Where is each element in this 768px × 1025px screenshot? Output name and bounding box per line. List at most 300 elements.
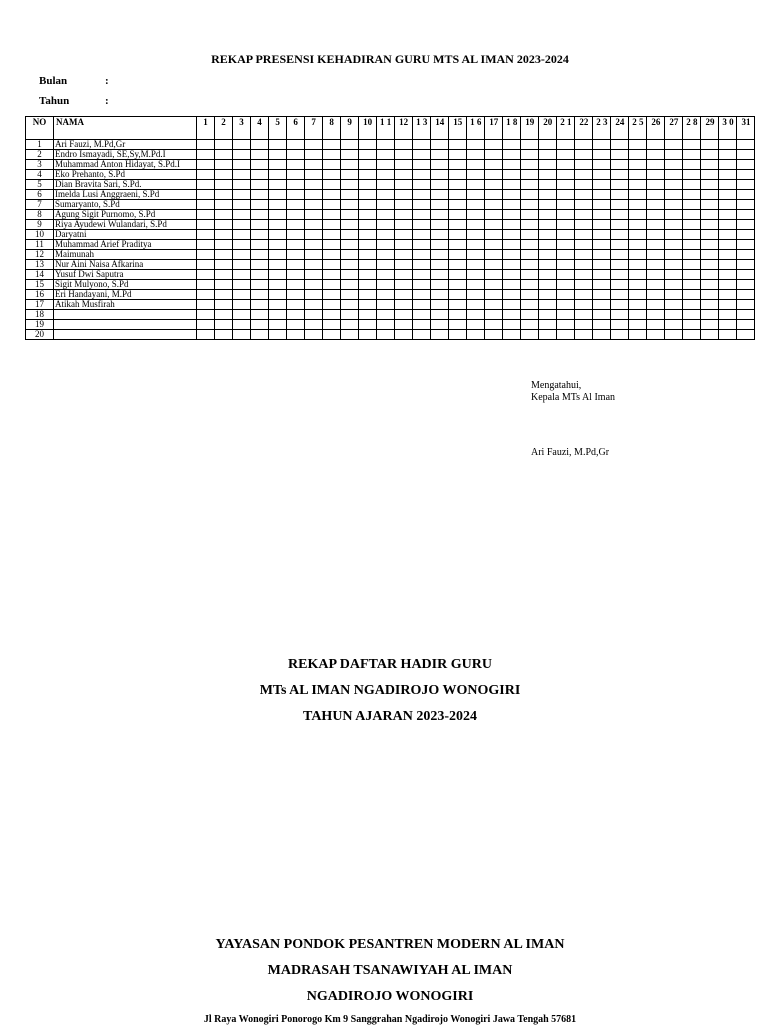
attendance-cell [269,260,287,270]
attendance-cell [665,200,683,210]
attendance-cell [647,320,665,330]
attendance-cell [575,140,593,150]
attendance-cell [683,270,701,280]
attendance-cell [197,280,215,290]
table-row [26,170,755,180]
attendance-cell [719,140,737,150]
attendance-cell [431,180,449,190]
attendance-cell [233,290,251,300]
attendance-cell [251,210,269,220]
attendance-cell [215,200,233,210]
column-header-day: 5 [269,117,287,140]
column-header-day: 2 [215,117,233,140]
attendance-cell [269,200,287,210]
attendance-cell [341,210,359,220]
attendance-cell [233,250,251,260]
attendance-cell [611,290,629,300]
attendance-cell [377,300,395,310]
teacher-name: Sigit Mulyono, S.Pd [54,280,197,290]
attendance-cell [485,300,503,310]
attendance-cell [629,190,647,200]
attendance-cell [485,210,503,220]
attendance-cell [539,220,557,230]
column-header-day: 6 [287,117,305,140]
attendance-cell [341,310,359,320]
attendance-cell [521,290,539,300]
attendance-cell [539,330,557,340]
attendance-cell [467,190,485,200]
row-number: 9 [26,220,54,230]
attendance-cell [305,190,323,200]
attendance-cell [251,330,269,340]
attendance-cell [359,280,377,290]
column-header-day: 14 [431,117,449,140]
attendance-cell [485,150,503,160]
attendance-cell [485,290,503,300]
attendance-cell [215,310,233,320]
attendance-cell [665,250,683,260]
row-number: 18 [26,310,54,320]
attendance-cell [629,220,647,230]
signature-acknowledged: Mengatahui, [531,380,582,391]
attendance-cell [719,290,737,300]
attendance-cell [521,210,539,220]
attendance-cell [557,330,575,340]
attendance-cell [215,220,233,230]
attendance-cell [503,300,521,310]
column-header-no: NO [26,117,54,140]
signature-name: Ari Fauzi, M.Pd,Gr [531,447,610,458]
attendance-cell [485,250,503,260]
attendance-cell [431,200,449,210]
attendance-cell [539,240,557,250]
attendance-cell [269,300,287,310]
attendance-cell [359,160,377,170]
row-number: 11 [26,240,54,250]
attendance-cell [467,260,485,270]
attendance-cell [485,140,503,150]
attendance-cell [683,250,701,260]
attendance-cell [647,210,665,220]
attendance-cell [719,240,737,250]
attendance-cell [251,150,269,160]
attendance-cell [305,280,323,290]
attendance-cell [359,270,377,280]
attendance-cell [683,330,701,340]
attendance-cell [449,150,467,160]
attendance-cell [413,150,431,160]
column-header-day: 1 1 [377,117,395,140]
attendance-cell [287,250,305,260]
attendance-cell [395,210,413,220]
attendance-cell [395,150,413,160]
attendance-cell [701,170,719,180]
attendance-cell [287,310,305,320]
teacher-name: Muhammad Arief Praditya [54,240,197,250]
attendance-cell [359,290,377,300]
attendance-cell [521,280,539,290]
attendance-cell [431,320,449,330]
attendance-cell [737,310,755,320]
row-number: 13 [26,260,54,270]
attendance-cell [521,200,539,210]
attendance-cell [701,210,719,220]
attendance-cell [233,230,251,240]
attendance-cell [395,140,413,150]
teacher-name: Sumaryanto, S.Pd [54,200,197,210]
attendance-cell [323,140,341,150]
attendance-cell [611,300,629,310]
attendance-cell [575,270,593,280]
attendance-cell [701,200,719,210]
attendance-cell [647,160,665,170]
attendance-cell [287,170,305,180]
attendance-cell [701,280,719,290]
attendance-cell [305,250,323,260]
attendance-cell [521,230,539,240]
attendance-cell [575,290,593,300]
attendance-cell [467,180,485,190]
attendance-cell [629,280,647,290]
attendance-cell [305,150,323,160]
attendance-cell [431,250,449,260]
attendance-cell [539,200,557,210]
teacher-name: Eri Handayani, M.Pd [54,290,197,300]
teacher-name: Eko Prehanto, S.Pd [54,170,197,180]
attendance-cell [701,300,719,310]
attendance-cell [485,200,503,210]
attendance-cell [233,200,251,210]
attendance-cell [737,320,755,330]
attendance-cell [341,280,359,290]
attendance-cell [305,290,323,300]
attendance-cell [341,270,359,280]
attendance-cell [557,270,575,280]
attendance-cell [377,210,395,220]
attendance-cell [647,300,665,310]
attendance-cell [323,270,341,280]
table-row [26,200,755,210]
attendance-cell [341,250,359,260]
attendance-cell [449,260,467,270]
attendance-cell [683,150,701,160]
attendance-cell [629,230,647,240]
attendance-cell [575,200,593,210]
attendance-cell [575,160,593,170]
attendance-cell [341,190,359,200]
attendance-cell [215,190,233,200]
attendance-cell [287,190,305,200]
table-header-row [26,117,755,140]
attendance-cell [377,160,395,170]
attendance-cell [485,260,503,270]
attendance-cell [611,170,629,180]
attendance-cell [395,270,413,280]
attendance-cell [251,260,269,270]
table-row [26,260,755,270]
attendance-cell [593,150,611,160]
attendance-cell [467,320,485,330]
attendance-cell [575,260,593,270]
attendance-cell [215,300,233,310]
attendance-cell [341,300,359,310]
cover-year: TAHUN AJARAN 2023-2024 [303,709,477,724]
attendance-cell [449,290,467,300]
attendance-cell [647,170,665,180]
attendance-cell [323,250,341,260]
attendance-cell [359,320,377,330]
attendance-cell [395,330,413,340]
attendance-cell [701,290,719,300]
attendance-cell [251,270,269,280]
attendance-cell [251,230,269,240]
attendance-cell [305,260,323,270]
column-header-day: 31 [737,117,755,140]
attendance-cell [323,240,341,250]
attendance-cell [305,180,323,190]
attendance-cell [305,320,323,330]
attendance-cell [539,320,557,330]
attendance-cell [521,180,539,190]
attendance-cell [683,140,701,150]
attendance-cell [539,170,557,180]
attendance-cell [323,320,341,330]
attendance-cell [719,250,737,260]
attendance-cell [233,270,251,280]
attendance-cell [539,290,557,300]
attendance-cell [395,320,413,330]
attendance-cell [521,320,539,330]
attendance-cell [377,220,395,230]
attendance-cell [251,200,269,210]
attendance-cell [413,250,431,260]
attendance-cell [575,280,593,290]
attendance-cell [665,270,683,280]
attendance-cell [323,230,341,240]
teacher-name: Dian Bravita Sari, S.Pd. [54,180,197,190]
attendance-cell [233,190,251,200]
attendance-cell [665,210,683,220]
table-row [26,240,755,250]
attendance-cell [413,240,431,250]
attendance-cell [647,220,665,230]
attendance-cell [701,190,719,200]
attendance-cell [323,260,341,270]
attendance-cell [683,320,701,330]
attendance-cell [395,280,413,290]
attendance-cell [215,230,233,240]
attendance-cell [413,220,431,230]
attendance-cell [575,150,593,160]
attendance-cell [197,300,215,310]
row-number: 12 [26,250,54,260]
attendance-cell [269,280,287,290]
attendance-cell [251,170,269,180]
attendance-cell [215,160,233,170]
attendance-cell [467,170,485,180]
attendance-cell [233,210,251,220]
attendance-cell [737,150,755,160]
attendance-cell [233,240,251,250]
attendance-cell [719,160,737,170]
table-row [26,330,755,340]
attendance-cell [341,140,359,150]
attendance-cell [683,290,701,300]
attendance-cell [647,230,665,240]
attendance-cell [593,160,611,170]
attendance-cell [197,160,215,170]
attendance-cell [593,250,611,260]
attendance-cell [233,260,251,270]
attendance-cell [215,320,233,330]
column-header-day: 2 1 [557,117,575,140]
attendance-cell [233,220,251,230]
attendance-cell [557,310,575,320]
attendance-cell [521,220,539,230]
attendance-cell [701,160,719,170]
attendance-cell [431,310,449,320]
attendance-cell [413,290,431,300]
attendance-cell [467,280,485,290]
attendance-cell [215,330,233,340]
column-header-day: 3 0 [719,117,737,140]
attendance-cell [503,280,521,290]
attendance-cell [467,250,485,260]
attendance-cell [467,270,485,280]
attendance-cell [737,170,755,180]
attendance-cell [413,230,431,240]
attendance-cell [539,270,557,280]
attendance-cell [629,200,647,210]
attendance-cell [485,330,503,340]
attendance-cell [377,140,395,150]
attendance-cell [467,210,485,220]
address-line: Jl Raya Wonogiri Ponorogo Km 9 Sanggrahan Ngadirojo Wonogiri Jawa Tengah 57681 [203,1014,577,1025]
attendance-cell [683,170,701,180]
column-header-day: 15 [449,117,467,140]
attendance-cell [287,320,305,330]
attendance-cell [611,240,629,250]
attendance-cell [359,180,377,190]
attendance-cell [629,270,647,280]
attendance-cell [467,330,485,340]
attendance-cell [611,280,629,290]
attendance-cell [485,190,503,200]
attendance-cell [503,290,521,300]
attendance-cell [503,160,521,170]
row-number: 10 [26,230,54,240]
attendance-cell [593,330,611,340]
attendance-cell [521,250,539,260]
attendance-cell [629,160,647,170]
attendance-cell [503,140,521,150]
attendance-cell [503,230,521,240]
attendance-cell [647,260,665,270]
attendance-cell [503,200,521,210]
attendance-cell [215,290,233,300]
attendance-cell [737,330,755,340]
attendance-cell [359,140,377,150]
attendance-cell [197,200,215,210]
attendance-cell [287,160,305,170]
attendance-cell [575,320,593,330]
attendance-cell [251,300,269,310]
attendance-cell [485,240,503,250]
attendance-cell [305,200,323,210]
attendance-cell [719,320,737,330]
attendance-cell [593,170,611,180]
attendance-cell [449,240,467,250]
attendance-cell [629,180,647,190]
column-header-day: 26 [647,117,665,140]
attendance-cell [593,140,611,150]
table-row [26,270,755,280]
column-header-day: 2 3 [593,117,611,140]
attendance-cell [485,310,503,320]
attendance-cell [287,140,305,150]
attendance-cell [395,290,413,300]
attendance-cell [557,180,575,190]
attendance-cell [287,290,305,300]
attendance-cell [287,180,305,190]
table-row [26,190,755,200]
column-header-day: 17 [485,117,503,140]
attendance-cell [197,180,215,190]
column-header-day: 7 [305,117,323,140]
attendance-cell [485,220,503,230]
attendance-cell [557,160,575,170]
attendance-cell [287,150,305,160]
attendance-cell [449,190,467,200]
attendance-cell [521,150,539,160]
attendance-cell [431,140,449,150]
attendance-cell [269,320,287,330]
attendance-cell [593,200,611,210]
table-row [26,140,755,150]
attendance-cell [701,330,719,340]
attendance-cell [683,240,701,250]
column-header-day: 12 [395,117,413,140]
attendance-cell [593,240,611,250]
attendance-cell [485,320,503,330]
attendance-cell [395,220,413,230]
attendance-cell [323,330,341,340]
attendance-cell [377,250,395,260]
attendance-cell [719,210,737,220]
attendance-cell [665,260,683,270]
attendance-cell [629,310,647,320]
attendance-cell [629,320,647,330]
row-number: 8 [26,210,54,220]
attendance-cell [611,320,629,330]
attendance-cell [359,150,377,160]
attendance-cell [575,210,593,220]
attendance-cell [503,260,521,270]
column-header-day: 9 [341,117,359,140]
attendance-cell [215,260,233,270]
attendance-cell [377,270,395,280]
attendance-cell [323,290,341,300]
attendance-cell [701,240,719,250]
column-header-day: 29 [701,117,719,140]
attendance-cell [701,220,719,230]
attendance-cell [485,280,503,290]
attendance-cell [719,220,737,230]
attendance-cell [395,160,413,170]
attendance-cell [305,270,323,280]
teacher-name: Agung Sigit Purnomo, S.Pd [54,210,197,220]
attendance-cell [539,300,557,310]
